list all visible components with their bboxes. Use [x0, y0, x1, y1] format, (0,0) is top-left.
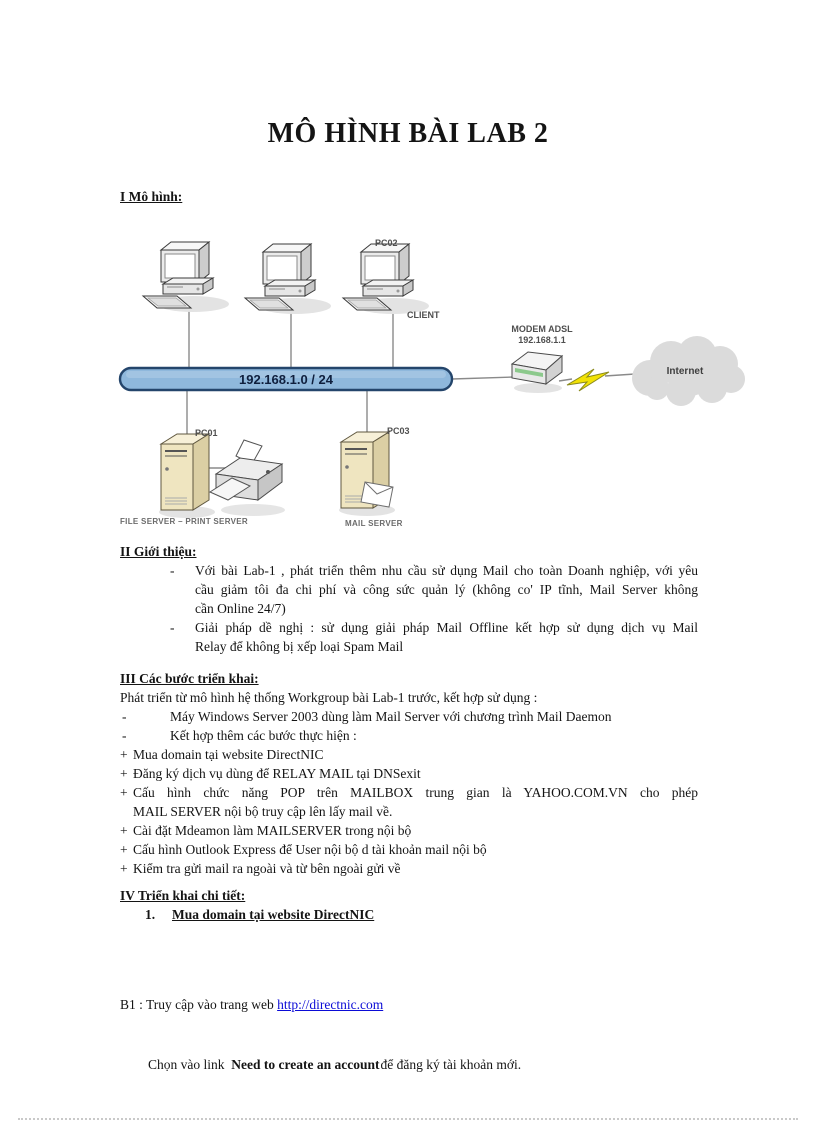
pc03-label: PC03 — [387, 426, 410, 436]
plus-item-text: Cấu hình Outlook Express để User nội bộ d tài khoản mail nội bộ — [133, 842, 487, 857]
section-4-heading: IV Triển khai chi tiết: — [120, 888, 246, 903]
plus-item — [120, 821, 698, 840]
internet-cloud — [632, 336, 745, 406]
plus-item — [120, 745, 698, 764]
bullet-text-line: cầu giảm tôi đa chi phí và công sức quản lý (không co' IP tĩnh, Mail Server không — [195, 582, 698, 597]
plus-item-text: Cài đặt Mdeamon làm MAILSERVER trong nội bộ — [133, 823, 412, 838]
bullet-item — [120, 561, 698, 618]
envelope-icon — [361, 482, 393, 507]
plus-marker: + — [120, 747, 128, 762]
plus-item-text: Cấu hình chức năng POP trên MAILBOX trung gian là YAHOO.COM.VN cho phép — [133, 785, 698, 800]
b1-line2-suffix: để đăng ký tài khoản mới. — [380, 1057, 522, 1072]
numbered-item — [120, 905, 698, 924]
page-title: MÔ HÌNH BÀI LAB 2 — [267, 118, 549, 149]
directnic-link[interactable]: http://directnic.com — [277, 997, 384, 1012]
item-number: 1. — [145, 907, 156, 922]
section-3-intro: Phát triển từ mô hình hệ thống Workgroup bài Lab-1 trước, kết hợp sử dụng : — [120, 690, 538, 705]
modem-label: MODEM ADSL — [511, 324, 573, 334]
section-3 — [120, 669, 698, 878]
step-b1 — [120, 955, 698, 1115]
dash-item — [120, 726, 698, 745]
create-account-link-text: Need to create an account — [231, 1057, 380, 1072]
plus-item — [120, 783, 698, 821]
file-server-tower-icon — [159, 434, 215, 518]
section-2 — [120, 542, 698, 656]
section-3-heading: III Các bước triển khai: — [120, 671, 259, 686]
dash-item-text: Máy Windows Server 2003 dùng làm Mail Server với chương trình Mail Daemon — [170, 709, 612, 724]
b1-line2-text: Chọn vào link — [148, 1057, 232, 1072]
lightning-bolt-icon — [567, 369, 609, 391]
bullet-text-line: Giải pháp dề nghị : sử dụng giải pháp Mail Offline kết hợp sử dụng dịch vụ Mail — [195, 620, 698, 635]
dash-marker: - — [170, 563, 175, 578]
plus-marker: + — [120, 842, 128, 857]
network-bus — [120, 368, 452, 390]
section-4 — [120, 886, 698, 924]
plus-item — [120, 859, 698, 878]
bullet-text-line: cần Online 24/7) — [195, 601, 286, 616]
bullet-item — [120, 618, 698, 656]
dash-marker: - — [122, 709, 127, 724]
bus-subnet-label: 192.168.1.0 / 24 — [239, 372, 333, 387]
plus-item-text: Mua domain tại website DirectNIC — [133, 747, 324, 762]
internet-label: Internet — [666, 366, 704, 377]
plus-item-text: Đăng ký dịch vụ dùng để RELAY MAIL tại DNSexit — [133, 766, 421, 781]
network-diagram — [105, 228, 755, 538]
section-1-heading: I Mô hình: — [120, 189, 183, 204]
plus-marker: + — [120, 823, 128, 838]
bullet-text-line: Relay để không bị xếp loại Spam Mail — [195, 639, 404, 654]
desktop-pc-icon — [343, 244, 429, 314]
dash-item-text: Kết hợp thêm các bước thực hiện : — [170, 728, 357, 743]
plus-marker: + — [120, 785, 128, 800]
plus-item-text: Kiểm tra gửi mail ra ngoài và từ bên ngoài gửi về — [133, 861, 401, 876]
dash-marker: - — [122, 728, 127, 743]
client-label: CLIENT — [407, 310, 440, 320]
desktop-pc-icon — [245, 244, 331, 314]
dash-marker: - — [170, 620, 175, 635]
b1-text: B1 : Truy cập vào trang web — [120, 997, 278, 1012]
pc01-label: PC01 — [195, 428, 218, 438]
b1-line-2 — [120, 1055, 698, 1075]
plus-marker: + — [120, 861, 128, 876]
modem-adsl-icon — [512, 352, 562, 393]
modem-ip-label: 192.168.1.1 — [518, 335, 566, 345]
desktop-pc-icon — [143, 242, 229, 312]
plus-item — [120, 840, 698, 859]
bullet-text-line: Với bài Lab-1 , phát triển thêm nhu cầu sử dụng Mail cho toàn Doanh nghiệp, với yêu — [195, 563, 698, 578]
b1-line-1 — [120, 995, 698, 1015]
mail-server-caption: MAIL SERVER — [345, 519, 403, 528]
plus-item — [120, 764, 698, 783]
page-bottom-dotted-edge — [18, 1118, 798, 1120]
printer-icon — [210, 440, 285, 516]
section-2-heading: II Giới thiệu: — [120, 544, 197, 559]
item-text: Mua domain tại website DirectNIC — [172, 907, 375, 922]
dash-item — [120, 707, 698, 726]
file-server-caption: FILE SERVER – PRINT SERVER — [120, 517, 248, 526]
plus-marker: + — [120, 766, 128, 781]
plus-item-text: MAIL SERVER nội bộ truy cập lên lấy mail về. — [133, 804, 393, 819]
pc02-label: PC02 — [375, 238, 398, 248]
